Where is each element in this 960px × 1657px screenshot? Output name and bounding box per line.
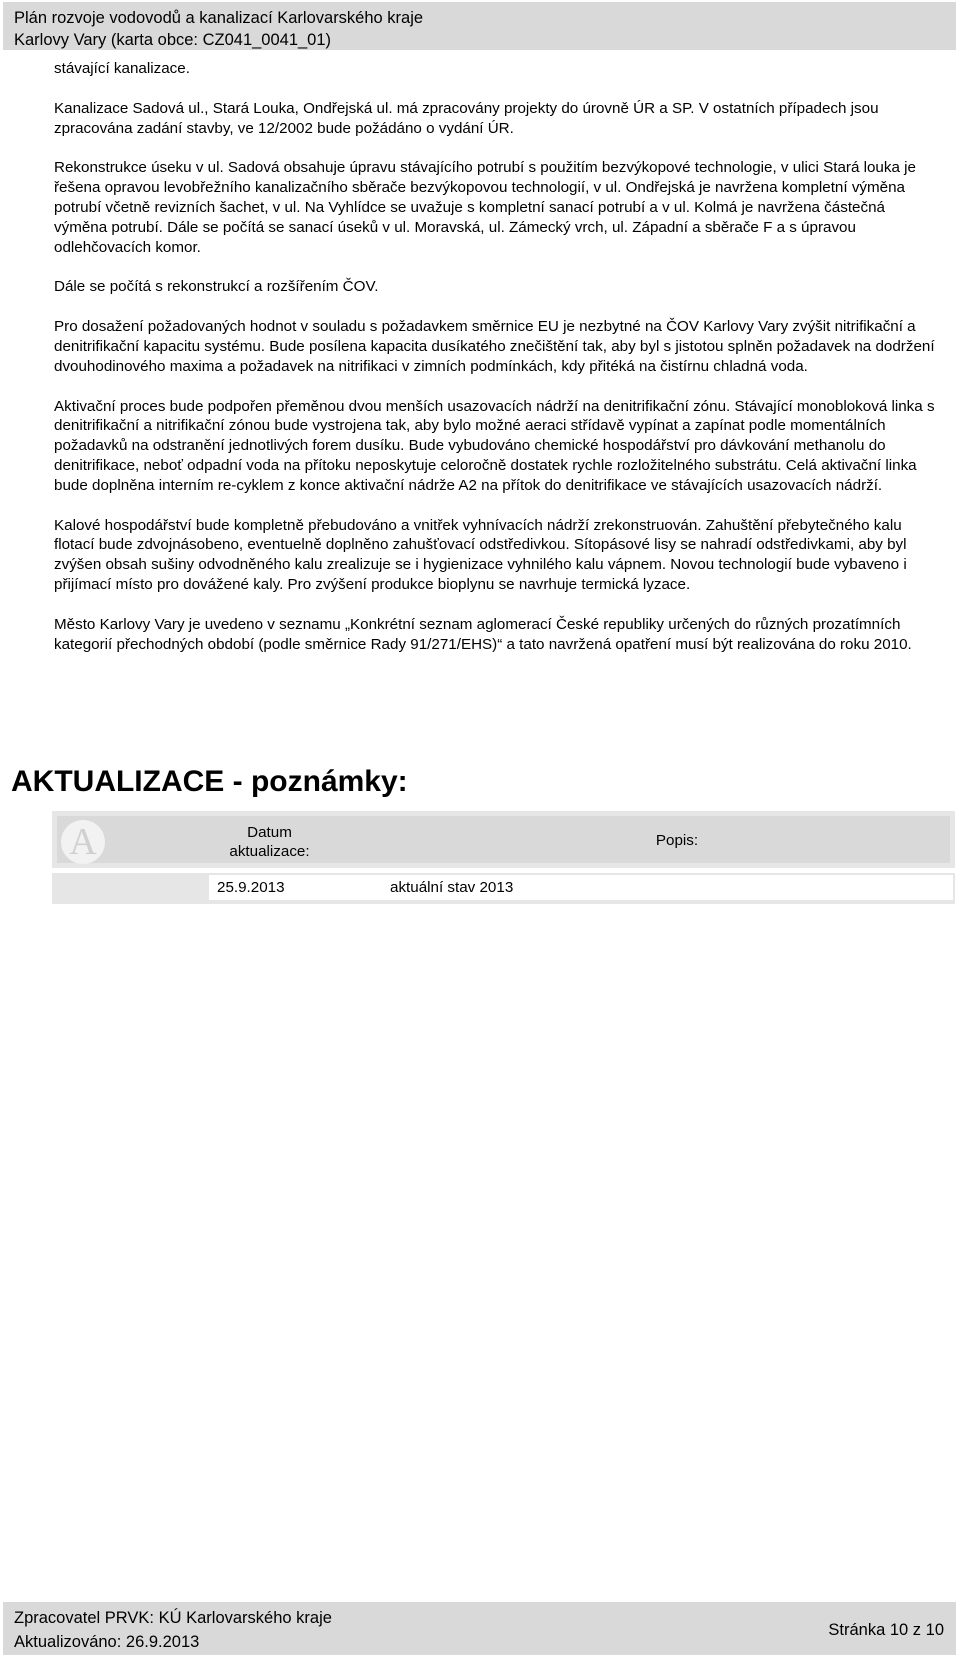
body-paragraph: Kalové hospodářství bude kompletně přebudováno a vnitřek vyhnívacích nádrží zrekonstruován. Zahuštění přebytečného kalu flotací bude zdvojnásobeno, eventuelně doplněno zahušťovací odstředivkou. Sítopásové lisy se nahradí odstředivkami, aby byl zvýšen obsah sušiny odvodněného kalu zrealizuje se i hygienizace vyhnilého kalu vápnem. Novou technologií bude vybaveno i přijímací místo pro dovážené kaly. Pro zvýšení produkce bioplynu se navrhuje termická lyzace. — [54, 516, 907, 593]
footer-updated: Aktualizováno: 26.9.2013 — [14, 1633, 200, 1651]
body-paragraph: Aktivační proces bude podpořen přeměnou dvou menších usazovacích nádrží na denitrifikační zónu. Stávající monobloková linka s denitrifikační a nitrifikační zónou bude vystrojena tak, aby bylo možné aeraci střídavě vypínat a zapínat podle momentálních požadavků na odstranění jednotlivých forem dusíku. Bude vybudováno chemické hospodářství pro dávkování methanolu do denitrifikace, neboť odpadní voda na přítoku neposkytuje celoročně dostatek rychle rozložitelného substrátu. Celá aktivační linka bude doplněna interním re-cyklem z konce aktivační nádrže A2 na přítok do denitrifikace ve stávajících usazovacích nádrží. — [54, 397, 935, 494]
document-body — [54, 59, 938, 674]
body-paragraph: Dále se počítá s rekonstrukcí a rozšířením ČOV. — [54, 278, 379, 296]
body-paragraph: Město Karlovy Vary je uvedeno v seznamu „Konkrétní seznam aglomerací České republiky určených do různých prozatímních kategorií přechodných období (podle směrnice Rady 91/271/EHS)“ a tato navržená opatření musí být realizována do roku 2010. — [54, 615, 912, 653]
page-number: Stránka 10 z 10 — [828, 1621, 944, 1639]
body-paragraph: Pro dosažení požadovaných hodnot v souladu s požadavkem směrnice EU je nezbytné na ČOV Karlovy Vary zvýšit nitrifikační a denitrifikační kapacitu systému. Bude posílena kapacita dusíkatého znečištění tak, aby byl s jistotou splněn požadavek na dodržení dvouhodinového maxima a požadavek na nitrifikaci v zimních podmínkách, kdy přitéká na čistírnu chladná voda. — [54, 318, 935, 375]
date-column-header: Datum aktualizace: — [229, 824, 310, 860]
update-date-cell: 25.9.2013 — [209, 875, 382, 900]
document-subtitle: Karlovy Vary (karta obce: CZ041_0041_01) — [14, 31, 332, 49]
update-description-cell: aktuální stav 2013 — [382, 875, 953, 900]
body-paragraph: Kanalizace Sadová ul., Stará Louka, Ondřejská ul. má zpracovány projekty do úrovně ÚR a SP. V ostatních případech jsou zpracována zadání stavby, ve 12/2002 bude požádáno o vydání ÚR. — [54, 99, 879, 137]
updates-header-band — [57, 816, 950, 863]
page-header — [3, 2, 956, 50]
footer-author: Zpracovatel PRVK: KÚ Karlovarského kraje — [14, 1609, 332, 1627]
update-logo-icon: A — [61, 820, 105, 864]
updates-table-header — [52, 811, 955, 868]
updates-heading: AKTUALIZACE - poznámky: — [11, 765, 408, 798]
description-column-header: Popis: — [655, 832, 699, 849]
table-row — [52, 873, 955, 904]
page-footer — [3, 1602, 956, 1655]
body-paragraph: stávající kanalizace. — [54, 60, 190, 77]
document-title: Plán rozvoje vodovodů a kanalizací Karlovarského kraje — [14, 9, 424, 27]
body-paragraph: Rekonstrukce úseku v ul. Sadová obsahuje úpravu stávajícího potrubí s použitím bezvýkopové technologie, v ulici Stará louka je řešena opravou levobřežního kanalizačního sběrače bezvýkopovou technologií, v ul. Ondřejská je navržena kompletní výměna potrubí včetně revizních šachet, v ul. Na Vyhlídce se uvažuje s kompletní sanací potrubí a v ul. Kolmá je navržena částečná výměna potrubí. Dále se počítá se sanací úseků v ul. Moravská, ul. Zámecký vrch, ul. Západní a sběrače F a s úpravou odlehčovacích komor. — [54, 159, 916, 256]
